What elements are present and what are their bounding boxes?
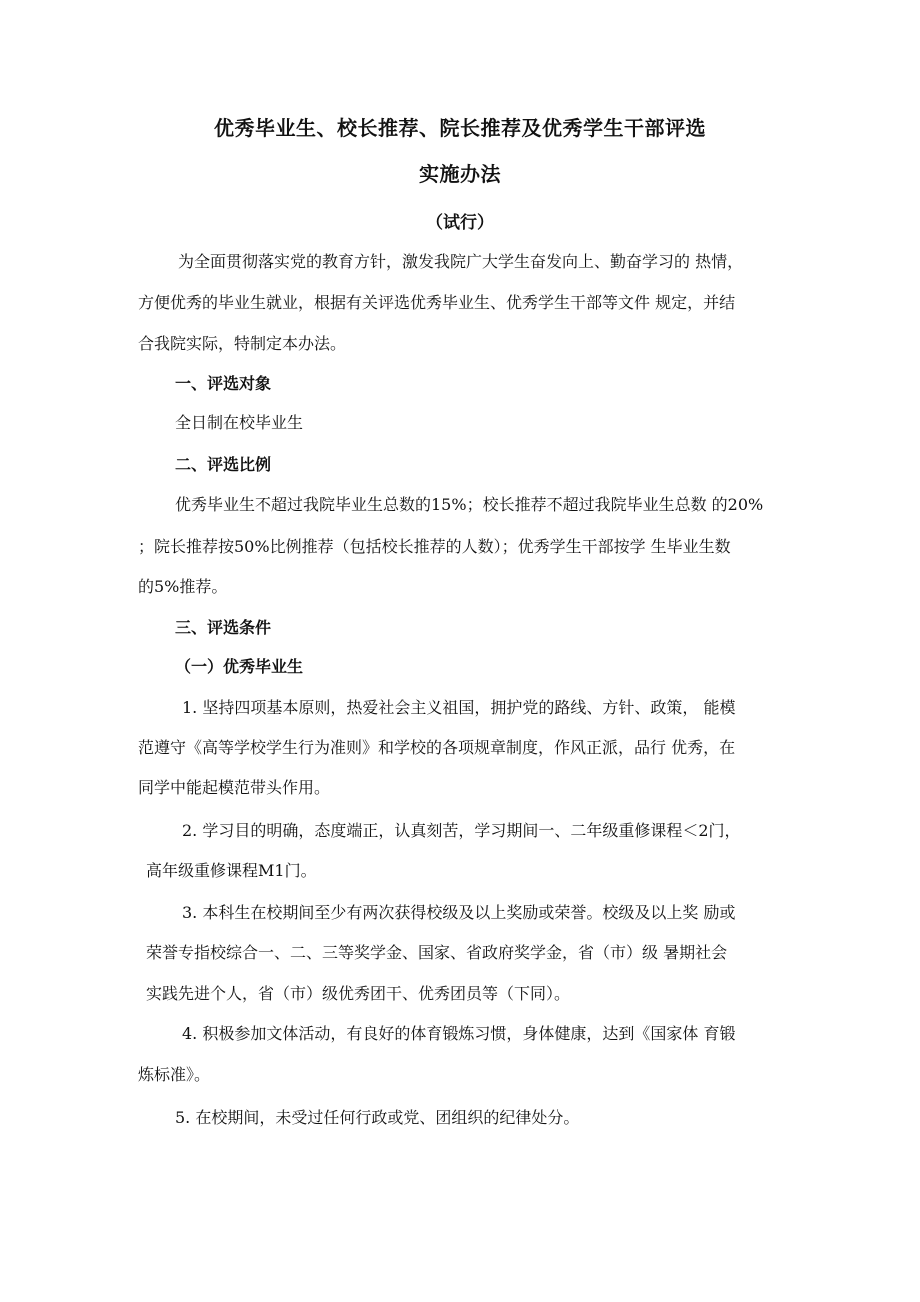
item-3-line-2: 荣誉专指校综合一、二、三等奖学金、国家、省政府奖学金，省（市）级 暑期社会 (146, 943, 728, 962)
item-5-line-1: 5. 在校期间，未受过任何行政或党、团组织的纪律处分。 (175, 1108, 580, 1127)
intro-line-2: 方便优秀的毕业生就业，根据有关评选优秀毕业生、优秀学生干部等文件 规定，并结 (138, 293, 736, 312)
section-2-line-2: ；院长推荐按50%比例推荐（包括校长推荐的人数）；优秀学生干部按学 生毕业生数 (138, 537, 731, 556)
item-2-line-1: 2. 学习目的明确，态度端正，认真刻苦，学习期间一、二年级重修课程＜2门， (182, 821, 741, 840)
section-3-heading: 三、评选条件 (175, 618, 272, 637)
document-subtitle: （试行） (426, 213, 494, 233)
item-4-line-2: 炼标准》。 (138, 1065, 211, 1084)
item-4-line-1: 4. 积极参加文体活动，有良好的体育锻炼习惯，身体健康，达到《国家体 育锻 (182, 1024, 736, 1043)
item-1-line-3: 同学中能起模范带头作用。 (138, 778, 331, 797)
section-1-heading: 一、评选对象 (175, 374, 272, 393)
document-title-line1: 优秀毕业生、校长推荐、院长推荐及优秀学生干部评选 (214, 116, 706, 140)
item-1-line-2: 范遵守《高等学校学生行为准则》和学校的各项规章制度，作风正派，品行 优秀，在 (138, 738, 736, 757)
section-3-subheading: （一）优秀毕业生 (175, 657, 304, 676)
item-2-line-2: 高年级重修课程M1门。 (146, 861, 317, 880)
section-1-body: 全日制在校毕业生 (175, 413, 304, 432)
section-2-line-3: 的5%推荐。 (138, 577, 228, 596)
item-3-line-1: 3. 本科生在校期间至少有两次获得校级及以上奖励或荣誉。校级及以上奖 励或 (182, 903, 736, 922)
item-3-line-3: 实践先进个人，省（市）级优秀团干、优秀团员等（下同）。 (146, 984, 571, 1003)
document-title-line2: 实施办法 (419, 162, 501, 186)
section-2-heading: 二、评选比例 (175, 455, 272, 474)
section-2-line-1: 优秀毕业生不超过我院毕业生总数的15%；校长推荐不超过我院毕业生总数 的20% (175, 495, 764, 514)
intro-line-3: 合我院实际，特制定本办法。 (138, 334, 347, 353)
intro-line-1: 为全面贯彻落实党的教育方针，激发我院广大学生奋发向上、勤奋学习的 热情， (178, 252, 744, 271)
item-1-line-1: 1. 坚持四项基本原则，热爱社会主义祖国，拥护党的路线、方针、政策， 能模 (182, 698, 736, 717)
